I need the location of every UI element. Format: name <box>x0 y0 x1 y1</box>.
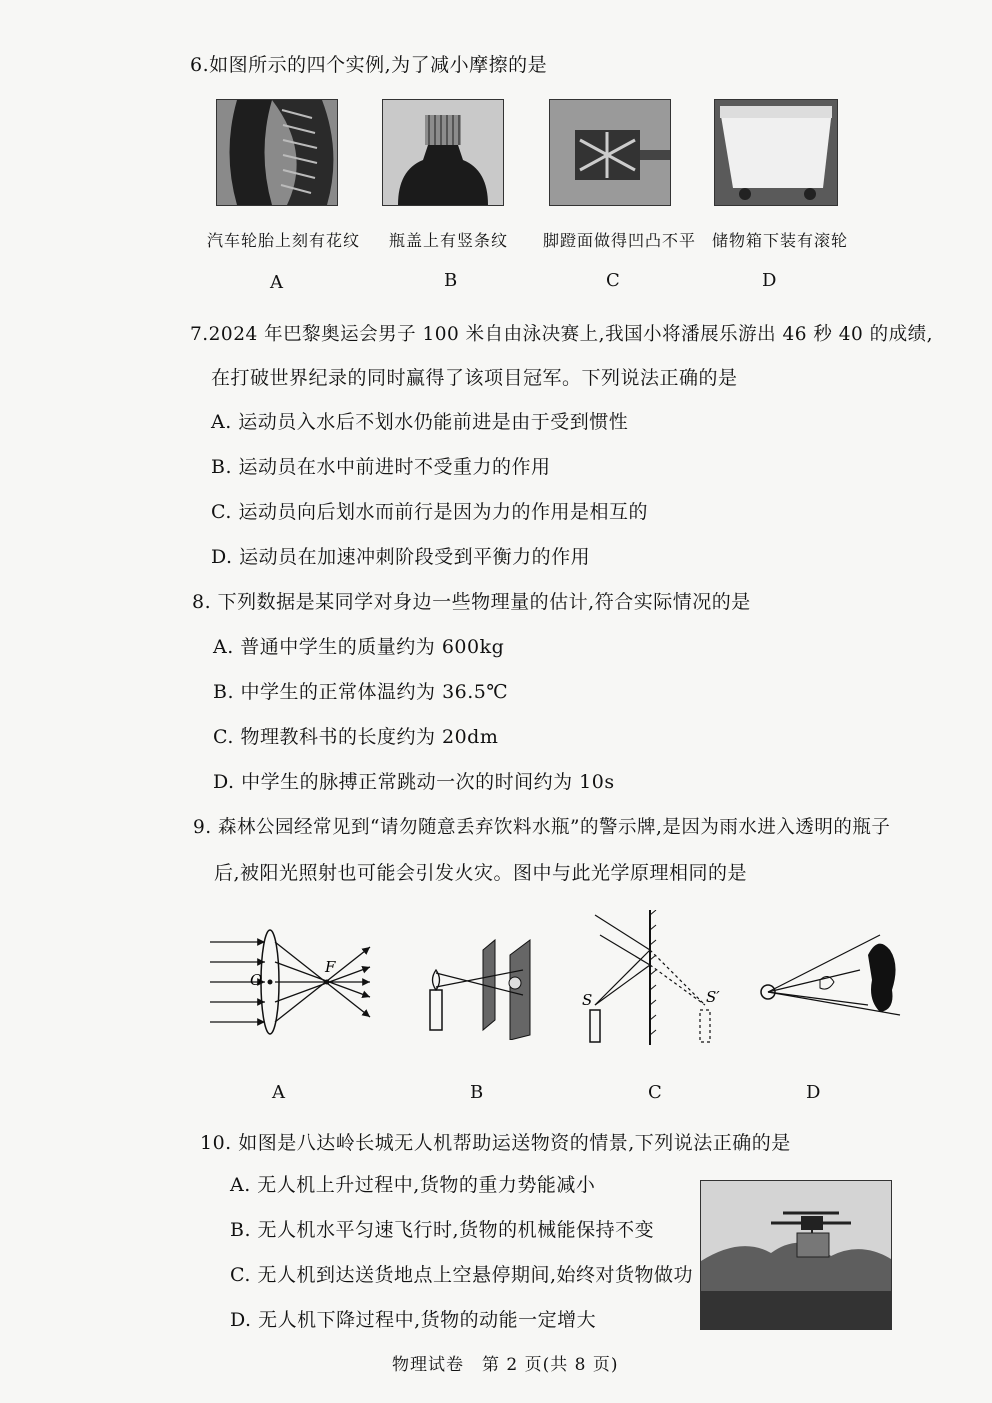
q10-option-d: D. 无人机下降过程中,货物的动能一定增大 <box>230 1309 597 1331</box>
label-s: S <box>582 991 593 1009</box>
tire-tread-photo <box>216 99 338 206</box>
q9-stem-line1: 9. 森林公园经常见到“请勿随意丢弃饮料水瓶”的警示牌,是因为雨水进入透明的瓶子 <box>193 817 891 838</box>
q10-option-c: C. 无人机到达送货地点上空悬停期间,始终对货物做功 <box>230 1264 693 1286</box>
q6-caption-a: 汽车轮胎上刻有花纹 <box>207 231 361 250</box>
q7-stem-line1: 7.2024 年巴黎奥运会男子 100 米自由泳决赛上,我国小将潘展乐游出 46 秒 40 的成绩, <box>190 324 934 345</box>
q6-letter-a: A <box>270 272 283 293</box>
q10-option-b: B. 无人机水平匀速飞行时,货物的机械能保持不变 <box>230 1219 655 1241</box>
q6-caption-c: 脚蹬面做得凹凸不平 <box>543 231 697 250</box>
q8-option-a: A. 普通中学生的质量约为 600kg <box>213 636 505 658</box>
storage-box-photo <box>714 99 838 206</box>
q8-option-c: C. 物理教科书的长度约为 20dm <box>213 726 499 748</box>
q9-letter-a: A <box>272 1082 285 1103</box>
shadow-diagram <box>750 930 905 1025</box>
q6-caption-d: 储物箱下装有滚轮 <box>712 231 849 250</box>
q8-option-b: B. 中学生的正常体温约为 36.5℃ <box>213 681 509 703</box>
q6-letter-b: B <box>444 270 458 291</box>
q9-letter-c: C <box>648 1082 662 1103</box>
q7-option-a: A. 运动员入水后不划水仍能前进是由于受到惯性 <box>211 411 629 433</box>
q9-stem-line2: 后,被阳光照射也可能会引发火灾。图中与此光学原理相同的是 <box>214 862 748 884</box>
q9-letter-b: B <box>470 1082 484 1103</box>
q7-option-d: D. 运动员在加速冲刺阶段受到平衡力的作用 <box>211 546 591 568</box>
page-footer: 物理试卷 第 2 页(共 8 页) <box>392 1355 619 1375</box>
bike-pedal-photo <box>549 99 671 206</box>
q10-option-a: A. 无人机上升过程中,货物的重力势能减小 <box>230 1174 596 1196</box>
convex-lens-diagram <box>205 925 380 1040</box>
q6-letter-d: D <box>762 270 777 291</box>
q7-stem-line2: 在打破世界纪录的同时赢得了该项目冠军。下列说法正确的是 <box>211 367 738 389</box>
q8-option-d: D. 中学生的脉搏正常跳动一次的时间约为 10s <box>213 771 615 793</box>
q6-caption-b: 瓶盖上有竖条纹 <box>389 231 509 250</box>
label-f: F <box>325 958 336 976</box>
q6-letter-c: C <box>606 270 620 291</box>
label-s-prime: S′ <box>706 988 720 1006</box>
q6-stem: 6.如图所示的四个实例,为了减小摩擦的是 <box>190 54 548 76</box>
q8-stem: 8. 下列数据是某同学对身边一些物理量的估计,符合实际情况的是 <box>192 591 751 613</box>
q10-stem: 10. 如图是八达岭长城无人机帮助运送物资的情景,下列说法正确的是 <box>200 1132 791 1154</box>
label-o: O <box>250 971 263 989</box>
drone-great-wall-photo <box>700 1180 892 1330</box>
q7-option-c: C. 运动员向后划水而前行是因为力的作用是相互的 <box>211 501 648 523</box>
q9-letter-d: D <box>806 1082 821 1103</box>
q7-option-b: B. 运动员在水中前进时不受重力的作用 <box>211 456 551 478</box>
plane-mirror-diagram <box>580 910 730 1050</box>
bottle-cap-photo <box>382 99 504 206</box>
pinhole-diagram <box>415 935 545 1040</box>
